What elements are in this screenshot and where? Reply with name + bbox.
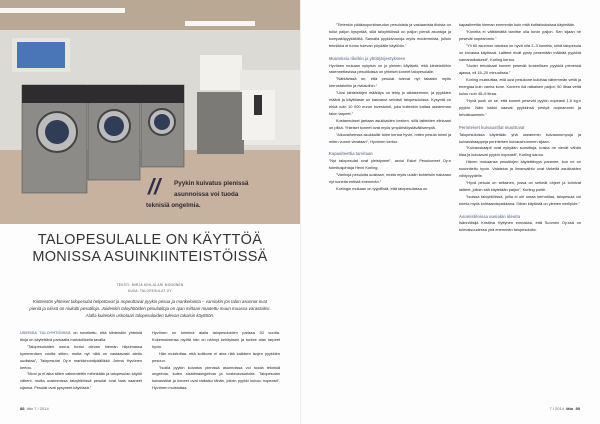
magazine-issue: läto 7 / 2014	[26, 406, 49, 411]
pull-quote-line: Pyykin kuivatus pienissä	[174, 180, 249, 187]
pull-quote-line: teknisiä ongelmia.	[146, 202, 201, 209]
paragraph: Hän muistuttaa, että kotikone ei aina riitä kaikkien isojen pyykkien pesuun.	[152, 350, 280, 363]
page-number: 89	[575, 406, 580, 411]
magazine-brand: läto	[566, 406, 574, 411]
paragraph: ”Hyvä pesula on sellainen, jossa on selkeät ohjeet ja toimivat laitteet, jolloin sitä käytetään paljon”, Korling pohtii.	[459, 179, 581, 192]
paragraph: Korling muistuttaa, että uusi pesukone kuluttaa vähemmän vettä ja energiaa kuin vanha kone. Koneen ikä ratkaisee paljon, 60 litraa vettä kuluu noin 45–9 litraa.	[459, 77, 581, 97]
paragraph: ”Nähtävissä on, että pesulat tulevat nyt takaisin myös kerrostaloihin ja rivitaloihin.”	[329, 76, 451, 89]
section-heading: Perinteiset kuivaustilat muuttuvat	[459, 124, 525, 130]
paragraph: ”Kuivauskaapit ovat nykyään suosittuja, koska ne vievät vähän tilaa ja kuivaavat pyykin nopeasti”, Korling sanoo.	[459, 145, 581, 158]
paragraph: ”Isoilla pyykin kuivatus pienissä asunnoissa voi tuoda teknisiä ongelmia, kuten sisäilmaongelmia ja kosteusvaurioita. Talopesulan kuivaustilat ja koneet ovat ratkaisu tähän, jolloin pyykki kuivuu nopeasti”, Hyvönen muistuttaa.	[152, 364, 280, 391]
page-number: 88	[20, 406, 25, 411]
drop-in: USEISSA TALOYHTIÖISSÄ	[20, 330, 71, 335]
left-column-2	[152, 330, 280, 392]
paragraph: ”Uusi kiinteistöjen määräys on tehty jo aikaisemmin, ja pyykkien määrä ja käyttöaste on kasvanut selvästi talopesuloissa. Kysyntä on ehkä noin 10 000 euron investointi, joka kuitenkin kattaa useamman talon tarpeet.”	[329, 90, 451, 116]
lead-paragraph: Kiinteistön yhteiset talopesulat helpottavat ja nopeuttavat pyykin pesua ja mankelointia – varsinkin jos talon asunnot ovat pieniä ja niissä on niukalti pesutiloja. Joidenkin taloyhtiöiden pesulatiloja on ajan mittaan muutettu muun muassa varastoiksi. Alalla kuitenkin uskotaan talopesuloiden tulevan takaisin käyttöön.	[29, 299, 271, 318]
quote-mark-icon: //	[148, 174, 161, 199]
paragraph: ”Uudet tehokkaat koneet pesevät koneellisen pyykkiä pienessä ajassa, eli 15–20 minuutissa.”	[459, 63, 581, 76]
paragraph: Isännöitsijä Kristiina Hyttynen ennustaa, että Suomen Oy:ssä on tulevaisuudessa yhä enemmän talopesuloita.	[459, 220, 581, 233]
paragraph: ”Hyvä puoli on se, että koneet pesevät pyykin nopeasti 1,5 kg:n pyykin. Näin kaikki saavat pyykkinsä pestyä nopeammin ja tehokkaammin.”	[459, 97, 581, 117]
paragraph: ”Moni ja ei aika sitten valmentettin mihinkään ja talopesulan käyttö väheni, mutta uusimmissa taloyhtiöissä pesulat ovat taas saaneet sijansa. Pesulat ovat pysyneet käytössä.”	[20, 371, 142, 391]
page-footer-left	[20, 406, 49, 411]
paragraph: Korlingin mukaan on tyypillistä, että talopesulassa on	[336, 185, 428, 191]
section-heading: Muutoksia tiloihin ja yhtiöjärjestykseen	[329, 55, 406, 61]
paragraph: ”Tietenkin pääkaupunkiseudun pesuloista ja vastaavista tiloista on tullut paljon kysyntää, sillä taloyhtiöissä on paljon pieniä asuntoja ja kompaktipyykkilöitä. Samalla pyykkivuoroja myös moderneista, jolloin tekniikka ei tunnu tulevan pöydälle käyttöön.”	[329, 22, 451, 48]
right-column-1	[329, 22, 451, 193]
byline-photo: KUVA: TALOPESULAT OY	[128, 289, 172, 293]
title-line: TALOPESULALLE ON KÄYTTÖÄ	[37, 232, 263, 248]
pull-quote	[146, 174, 296, 211]
right-column-2	[459, 22, 581, 234]
page-footer-right	[549, 406, 580, 411]
paragraph: Kustannukset jaetaan asukkaiden kesken, sillä laitteiden elinkaari on pitkä. Yhteiset koneet ovat myös ympäristöystävällisempiä.	[329, 117, 451, 130]
paragraph: kapasiteettia hieman enemmän kuin mitä kotitalouksissa käytetään.	[459, 22, 576, 27]
left-column-1	[20, 330, 142, 392]
magazine-issue: 7 / 2014	[549, 406, 564, 411]
paragraph: ”Vanhoja pesuloita uusitaan, mutta myös uusiin kohteisiin halutaan nyt koneita entistä enemmän.”	[329, 172, 451, 185]
paragraph: on sovellettu, että kiinteistön yhteisiä tiloja on käytettävä parhaalla mahdollisella tavalla.	[20, 330, 142, 342]
pull-quote-line: asunnoissa voi tuoda	[174, 191, 239, 198]
title-line: MONISSA ASUINKIINTEISTÖISSÄ	[32, 249, 268, 265]
paragraph: ”Isoissa taloyhtiöissä, joilla ei ole omaa kerhotilaa, talopesula voi toimia myös kohtaamispaikkana. Silloin käytöstä on yleinen mielipide.”	[459, 193, 581, 206]
section-heading: Kapasiteettia tarvitaan	[329, 151, 373, 157]
paragraph: Hyvönen on toiminut alalla talopesuloiden parissa 30 vuotta. Kokemuksensa myötä hän on nähnyt kehityksen ja tuntee alan tarpeet hyvin.	[152, 330, 280, 349]
paragraph: Talopesuloissa käytetään yhä useammin kuivausrumpuja ja kuivauskaappeja perinteisen kuivaushuoneen sijaan.	[459, 131, 581, 144]
article-title	[0, 232, 300, 266]
paragraph: ”Yli 60 asunnon taloissa on hyvä olla 2–3 konetta, siinä talopesula on kovassa käytössä. Laitteet eivät pysty pesemään määrää pyykkiä samanaikaisesti”, Korling kertoo.	[459, 42, 581, 62]
byline-text: TEKSTI: MIRJA KIHLJA ARI MONONEN	[116, 283, 184, 287]
paragraph: ”Talopesuloiden osuus tuntui olevan hieman hiipumassa kymmenisen vuotta sitten, mutta nyt niitä on vastaavasti alettu uudistaa”, Talopesulat Oy:n markkinointipäällikkö Jorma Hyvönen kertoo.	[20, 343, 142, 370]
paragraph: ”Nyt talopesulat ovat yleistyneet”, arvioi Eskel Pesukoneet Oy:n toimitusjohtaja Henri Korling.	[329, 158, 451, 171]
paragraph: Hyvösen mukaan nykyisin on jo yleinen käytäntö, että kiinteistöihin rakennettavissa pesutiloissa on yhteiset koneet talopesulalle.	[329, 62, 451, 75]
paragraph: ”Alkuvaiheessa asukkaille tulee kertoa hyvin, miten pesula toimii ja miten vuorot varataan”, Hyvönen kertoo.	[329, 131, 451, 144]
paragraph: ”Koneita ei välttämättä tarvitse olla kovin paljon. Sen sijaan ne pesevät nopeammin.”	[459, 28, 581, 41]
section-heading: Asumistiloissa uusiakin ideoita	[459, 213, 520, 219]
paragraph: Hänen mukaansa pesutilojen käytettävyys paranee, kun ne on suunniteltu hyvin. Valaistus ja ilmanvaihto ovat tärkeitä asukkaiden viihtyvyydelle.	[459, 159, 581, 179]
right-page	[300, 0, 600, 424]
